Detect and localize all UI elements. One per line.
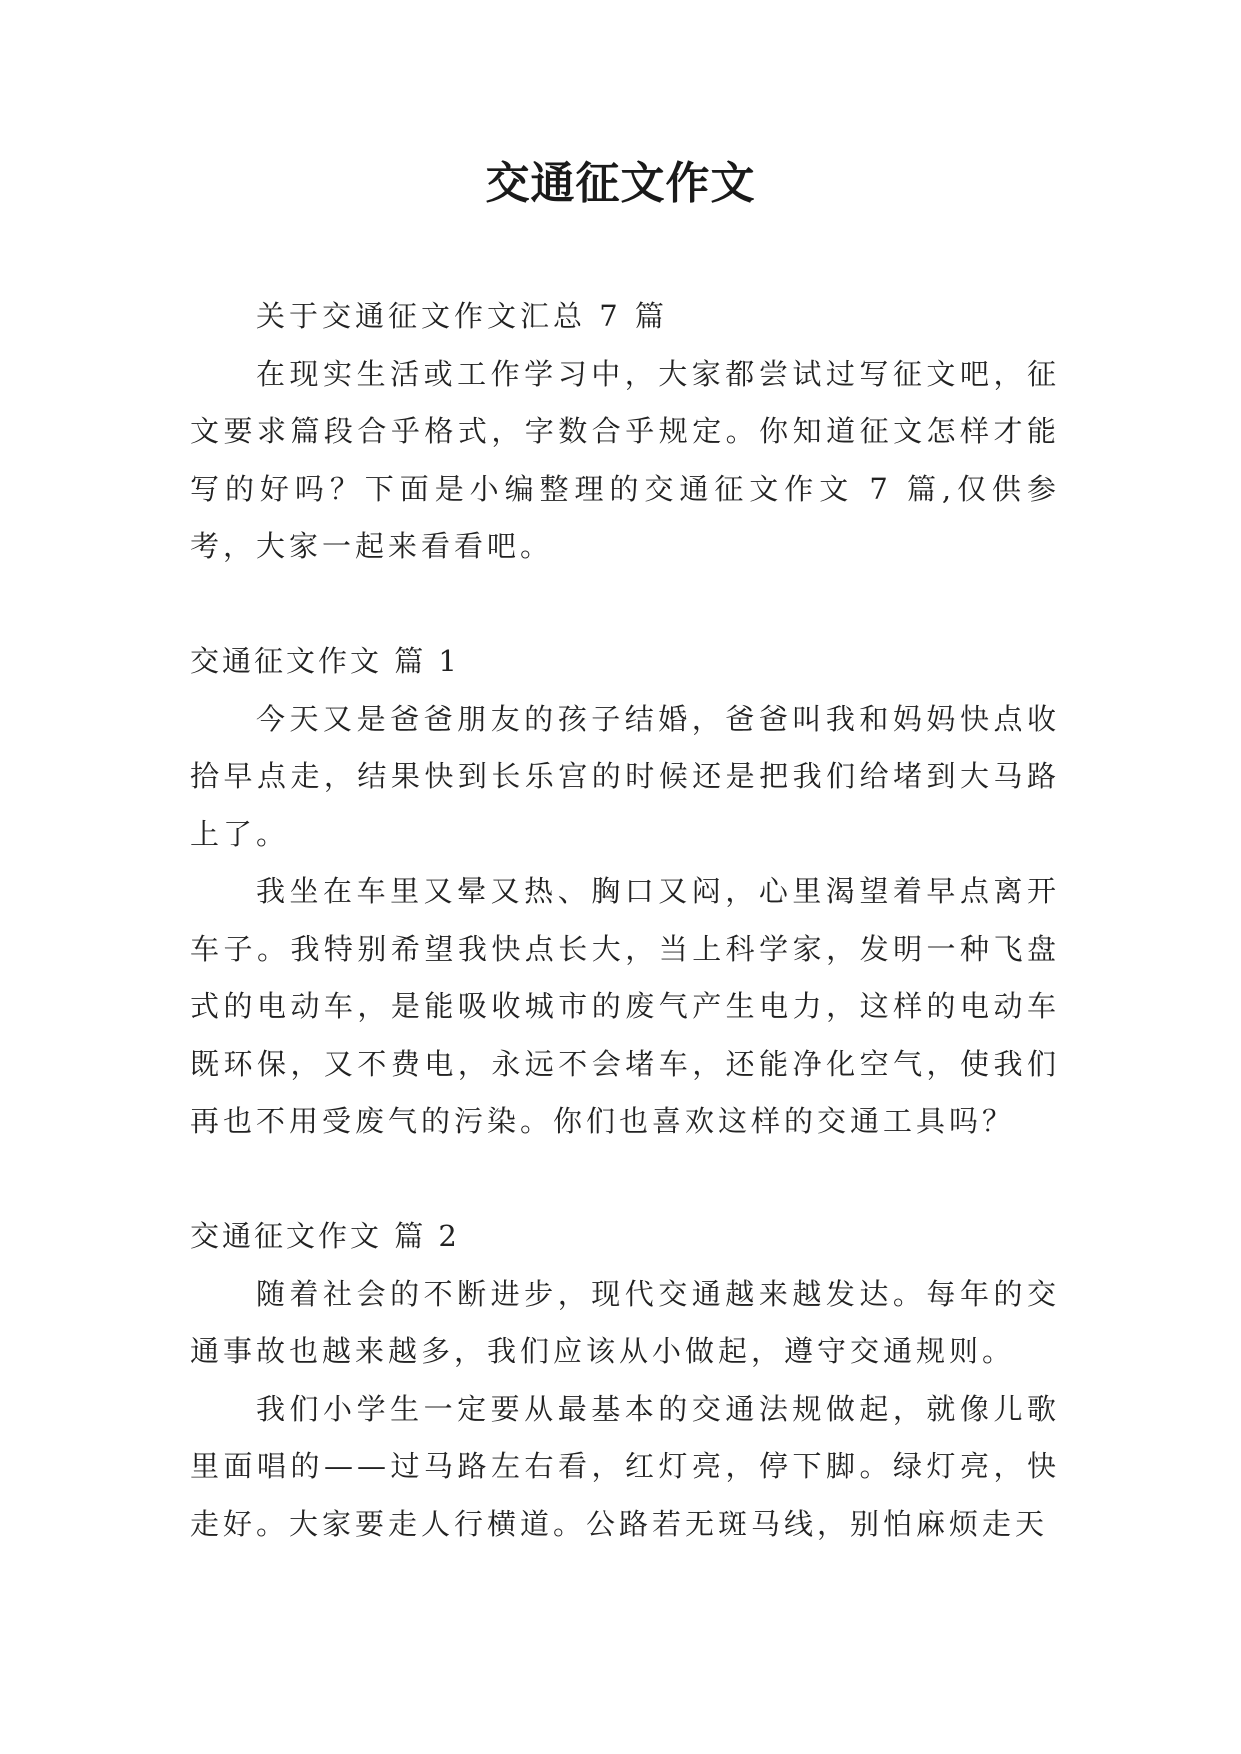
section-2-paragraph-2: 我们小学生一定要从最基本的交通法规做起，就像儿歌里面唱的——过马路左右看，红灯亮，停下脚。绿灯亮，快走好。大家要走人行横道。公路若无斑马线，别怕麻烦走天: [190, 1391, 1060, 1541]
section-1-paragraph-1: 今天又是爸爸朋友的孩子结婚，爸爸叫我和妈妈快点收拾早点走，结果快到长乐宫的时候还是把我们给堵到大马路上了。: [190, 701, 1060, 851]
section-1-paragraph-2: 我坐在车里又晕又热、胸口又闷，心里渴望着早点离开车子。我特别希望我快点长大，当上科学家，发明一种飞盘式的电动车，是能吸收城市的废气产生电力，这样的电动车既环保，又不费电，永远不会堵车，还能净化空气，使我们再也不用受废气的污染。你们也喜欢这样的交通工具吗？: [190, 874, 1060, 1138]
section-2-paragraph-1: 随着社会的不断进步，现代交通越来越发达。每年的交通事故也越来越多，我们应该从小做起，遵守交通规则。: [190, 1276, 1060, 1368]
intro-heading: 关于交通征文作文汇总 7 篇: [256, 299, 668, 333]
document-body: [190, 288, 1060, 1553]
section-spacer: [190, 576, 1060, 634]
section-spacer: [190, 1151, 1060, 1209]
intro-paragraph: 在现实生活或工作学习中，大家都尝试过写征文吧，征文要求篇段合乎格式，字数合乎规定。你知道征文怎样才能写的好吗？下面是小编整理的交通征文作文 7 篇,仅供参考，大家一起来看看吧。: [190, 356, 1060, 563]
section-heading-1: 交通征文作文 篇 1: [190, 644, 460, 678]
section-heading-2: 交通征文作文 篇 2: [190, 1219, 460, 1253]
document-title: 交通征文作文: [485, 158, 756, 209]
